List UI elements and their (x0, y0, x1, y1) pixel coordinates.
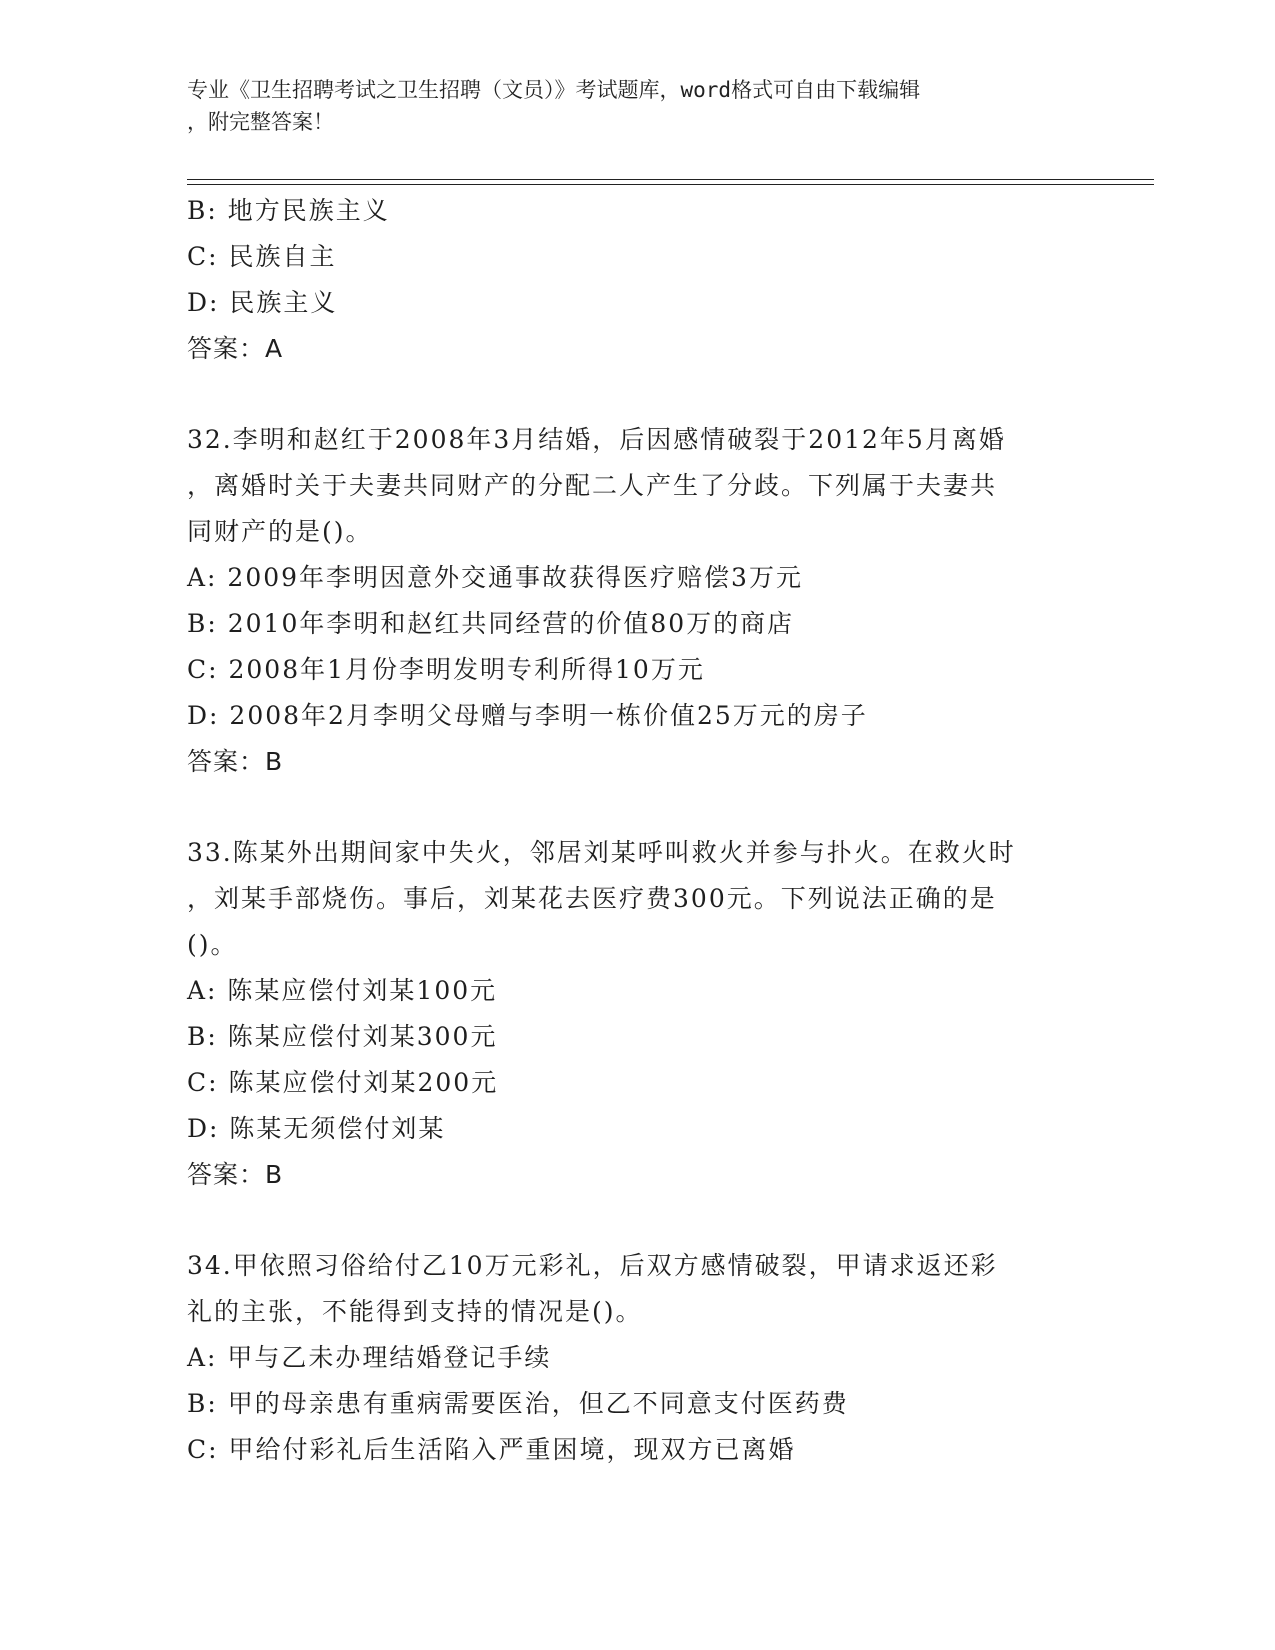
option-d: D: 陈某无须偿付刘某 (187, 1114, 446, 1143)
answer: 答案：B (187, 747, 284, 776)
option-d: D: 民族主义 (187, 288, 338, 317)
option-d: D: 2008年2月李明父母赠与李明一栋价值25万元的房子 (187, 701, 868, 730)
question-stem-line: 32.李明和赵红于2008年3月结婚，后因感情破裂于2012年5月离婚 (187, 425, 1006, 454)
option-a: A: 陈某应偿付刘某100元 (187, 976, 498, 1005)
question-31 (187, 188, 1187, 372)
question-stem-line: 礼的主张，不能得到支持的情况是()。 (187, 1297, 643, 1326)
header-divider-bottom (187, 184, 1154, 185)
header-line-2: ，附完整答案！ (187, 110, 334, 134)
spacer (187, 785, 1187, 830)
header-line-1: 专业《卫生招聘考试之卫生招聘（文员）》考试题库，word格式可自由下载编辑 (187, 78, 921, 102)
question-34 (187, 1243, 1187, 1473)
question-stem-line: ，离婚时关于夫妻共同财产的分配二人产生了分歧。下列属于夫妻共 (187, 471, 998, 500)
option-c: C: 民族自主 (187, 242, 337, 271)
option-b: B: 地方民族主义 (187, 196, 390, 225)
header-divider-top (187, 179, 1154, 180)
question-stem-line: ()。 (187, 930, 238, 959)
option-b: B: 陈某应偿付刘某300元 (187, 1022, 498, 1051)
question-stem-line: ，刘某手部烧伤。事后，刘某花去医疗费300元。下列说法正确的是 (187, 884, 997, 913)
question-32 (187, 417, 1187, 785)
option-a: A: 甲与乙未办理结婚登记手续 (187, 1343, 552, 1372)
option-c: C: 2008年1月份李明发明专利所得10万元 (187, 655, 705, 684)
option-b: B: 2010年李明和赵红共同经营的价值80万的商店 (187, 609, 795, 638)
option-c: C: 陈某应偿付刘某200元 (187, 1068, 499, 1097)
document-header (187, 74, 1087, 138)
question-33 (187, 830, 1187, 1198)
answer: 答案：A (187, 334, 284, 363)
spacer (187, 372, 1187, 417)
question-stem-line: 34.甲依照习俗给付乙10万元彩礼，后双方感情破裂，甲请求返还彩 (187, 1251, 998, 1280)
answer: 答案：B (187, 1160, 284, 1189)
spacer (187, 1198, 1187, 1243)
question-stem-line: 同财产的是()。 (187, 517, 373, 546)
question-stem-line: 33.陈某外出期间家中失火，邻居刘某呼叫救火并参与扑火。在救火时 (187, 838, 1016, 867)
option-c: C: 甲给付彩礼后生活陷入严重困境，现双方已离婚 (187, 1435, 796, 1464)
option-a: A: 2009年李明因意外交通事故获得医疗赔偿3万元 (187, 563, 803, 592)
question-content (187, 188, 1187, 1473)
option-b: B: 甲的母亲患有重病需要医治，但乙不同意支付医药费 (187, 1389, 849, 1418)
